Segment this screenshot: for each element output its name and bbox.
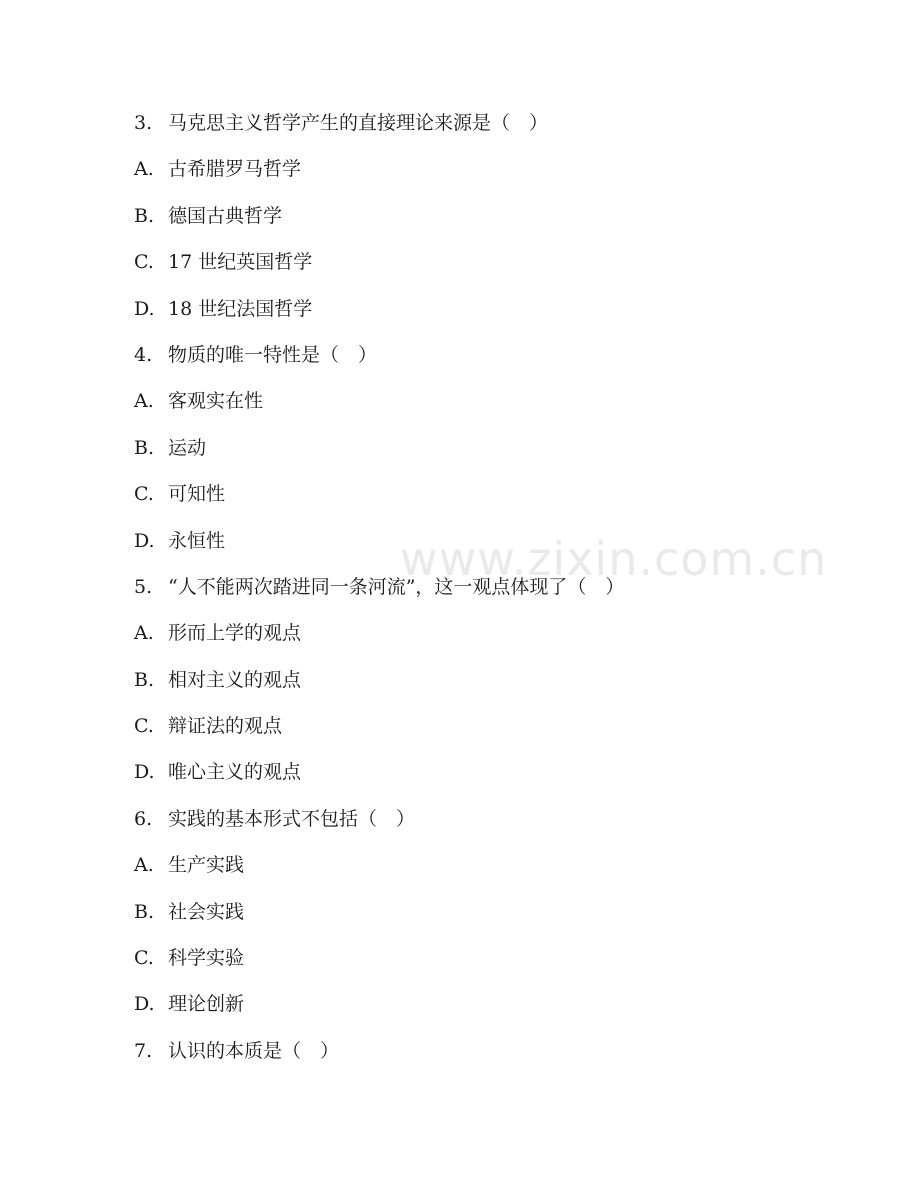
option-label: A.	[134, 158, 154, 181]
question-6	[134, 803, 624, 849]
option-text: 17 世纪英国哲学	[168, 251, 313, 274]
option-c	[134, 942, 624, 988]
option-text: 科学实验	[168, 947, 245, 970]
option-d	[134, 756, 624, 802]
question-4	[134, 339, 624, 385]
option-label: C.	[134, 483, 154, 506]
option-b	[134, 664, 624, 710]
option-label: D.	[134, 761, 155, 784]
question-text: 物质的唯一特性是（ ）	[168, 343, 378, 366]
option-text: 生产实践	[168, 854, 245, 877]
option-label: A.	[134, 622, 154, 645]
option-a	[134, 849, 624, 895]
question-3	[134, 107, 624, 153]
question-number: 6.	[134, 807, 153, 830]
option-text: 永恒性	[168, 529, 226, 552]
option-c	[134, 246, 624, 292]
option-label: C.	[134, 715, 154, 738]
option-label: B.	[134, 204, 155, 227]
option-c	[134, 710, 624, 756]
option-label: A.	[134, 390, 154, 413]
option-a	[134, 617, 624, 663]
option-label: B.	[134, 436, 155, 459]
option-label: C.	[134, 251, 154, 274]
question-text: 认识的本质是（ ）	[168, 1039, 340, 1062]
option-text: 古希腊罗马哲学	[168, 158, 302, 181]
option-text: 理论创新	[168, 993, 245, 1016]
option-label: D.	[134, 529, 155, 552]
question-text: 实践的基本形式不包括（ ）	[168, 807, 416, 830]
option-text: 客观实在性	[168, 390, 264, 413]
option-text: 社会实践	[168, 900, 245, 923]
question-number: 3.	[134, 112, 153, 134]
option-text: 相对主义的观点	[168, 668, 302, 691]
question-number: 7.	[134, 1039, 153, 1062]
question-number: 5.	[134, 575, 153, 598]
option-label: D.	[134, 297, 155, 320]
option-label: B.	[134, 900, 155, 923]
question-5	[134, 571, 624, 617]
option-text: 辩证法的观点	[168, 715, 283, 738]
option-d	[134, 525, 624, 571]
option-text: 唯心主义的观点	[168, 761, 302, 784]
option-label: A.	[134, 854, 154, 877]
question-text: 马克思主义哲学产生的直接理论来源是（ ）	[168, 112, 549, 134]
question-text: “人不能两次踏进同一条河流”，这一观点体现了（ ）	[168, 575, 625, 598]
option-d	[134, 293, 624, 339]
option-text: 可知性	[168, 483, 226, 506]
option-label: B.	[134, 668, 155, 691]
watermark-text: www.zixin.com.cn	[400, 532, 828, 586]
option-text: 运动	[168, 436, 207, 459]
option-label: C.	[134, 947, 154, 970]
option-b	[134, 896, 624, 942]
question-list	[134, 107, 624, 1081]
option-d	[134, 988, 624, 1034]
option-text: 形而上学的观点	[168, 622, 302, 645]
option-text: 18 世纪法国哲学	[168, 297, 313, 320]
option-text: 德国古典哲学	[168, 204, 283, 227]
option-b	[134, 432, 624, 478]
option-a	[134, 385, 624, 431]
question-number: 4.	[134, 343, 153, 366]
option-label: D.	[134, 993, 155, 1016]
option-c	[134, 478, 624, 524]
option-b	[134, 200, 624, 246]
option-a	[134, 153, 624, 199]
question-7	[134, 1035, 624, 1081]
